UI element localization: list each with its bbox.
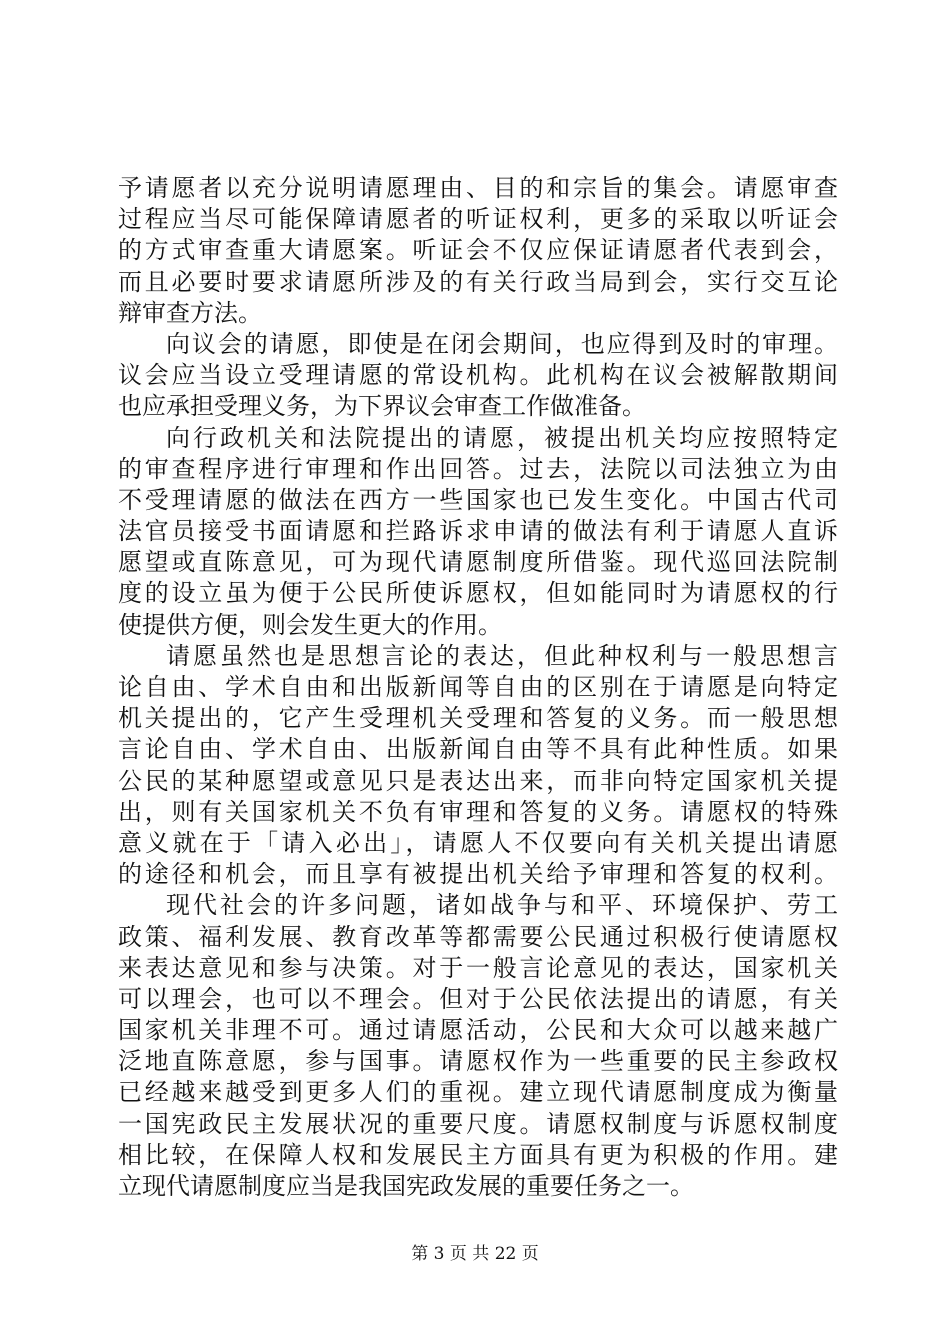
text-line: 可以理会，也可以不理会。但对于公民依法提出的请愿，有关 (118, 984, 838, 1013)
text-line: 论自由、学术自由和出版新闻等自由的区别在于请愿是向特定 (118, 673, 838, 701)
text-line: 不受理请愿的做法在西方一些国家也已发生变化。中国古代司 (118, 485, 838, 514)
text-line: 立现代请愿制度应当是我国宪政发展的重要任务之一。 (118, 1172, 694, 1200)
text-line: 相比较，在保障人权和发展民主方面具有更为积极的作用。建 (118, 1140, 838, 1169)
text-line: 使提供方便，则会发生更大的作用。 (118, 610, 502, 639)
text-line: 而且必要时要求请愿所涉及的有关行政当局到会，实行交互论 (118, 267, 838, 296)
text-line: 也应承担受理义务，为下界议会审查工作做准备。 (118, 392, 646, 421)
text-line: 予请愿者以充分说明请愿理由、目的和宗旨的集会。请愿审查 (118, 174, 838, 202)
text-line: 机关提出的，它产生受理机关受理和答复的义务。而一般思想 (118, 704, 838, 733)
text-line: 议会应当设立受理请愿的常设机构。此机构在议会被解散期间 (118, 361, 838, 390)
text-line: 意义就在于「请入必出」，请愿人不仅要向有关机关提出请愿 (118, 828, 838, 857)
text-line: 向议会的请愿，即使是在闭会期间，也应得到及时的审理。 (166, 329, 838, 358)
text-line: 的审查程序进行审理和作出回答。过去，法院以司法独立为由 (118, 454, 838, 483)
text-line: 度的设立虽为便于公民所使诉愿权，但如能同时为请愿权的行 (118, 579, 838, 608)
text-line: 现代社会的许多问题，诸如战争与和平、环境保护、劳工 (166, 891, 838, 920)
document-body (118, 173, 838, 1202)
text-line: 国家机关非理不可。通过请愿活动，公民和大众可以越来越广 (118, 1016, 838, 1045)
text-line: 来表达意见和参与决策。对于一般言论意见的表达，国家机关 (118, 953, 838, 982)
text-line: 公民的某种愿望或意见只是表达出来，而非向特定国家机关提 (118, 766, 838, 795)
text-line: 的途径和机会，而且享有被提出机关给予审理和答复的权利。 (118, 860, 838, 889)
text-line: 政策、福利发展、教育改革等都需要公民通过积极行使请愿权 (118, 922, 838, 951)
text-line: 愿望或直陈意见，可为现代请愿制度所借鉴。现代巡回法院制 (118, 548, 838, 577)
text-line: 辩审查方法。 (118, 298, 262, 327)
text-line: 已经越来越受到更多人们的重视。建立现代请愿制度成为衡量 (118, 1078, 838, 1107)
text-line: 请愿虽然也是思想言论的表达，但此种权利与一般思想言 (166, 641, 838, 670)
text-line: 法官员接受书面请愿和拦路诉求申请的做法有利于请愿人直诉 (118, 517, 838, 546)
text-line: 出，则有关国家机关不负有审理和答复的义务。请愿权的特殊 (118, 797, 838, 826)
text-line: 泛地直陈意愿，参与国事。请愿权作为一些重要的民主参政权 (118, 1047, 838, 1076)
text-line: 言论自由、学术自由、出版新闻自由等不具有此种性质。如果 (118, 735, 838, 764)
text-line: 过程应当尽可能保障请愿者的听证权利，更多的采取以听证会 (118, 205, 838, 234)
page-number-footer: 第 3 页 共 22 页 (411, 1244, 539, 1264)
text-line: 的方式审查重大请愿案。听证会不仅应保证请愿者代表到会， (118, 236, 838, 265)
text-line: 一国宪政民主发展状况的重要尺度。请愿权制度与诉愿权制度 (118, 1109, 838, 1138)
text-line: 向行政机关和法院提出的请愿，被提出机关均应按照特定 (166, 423, 838, 452)
